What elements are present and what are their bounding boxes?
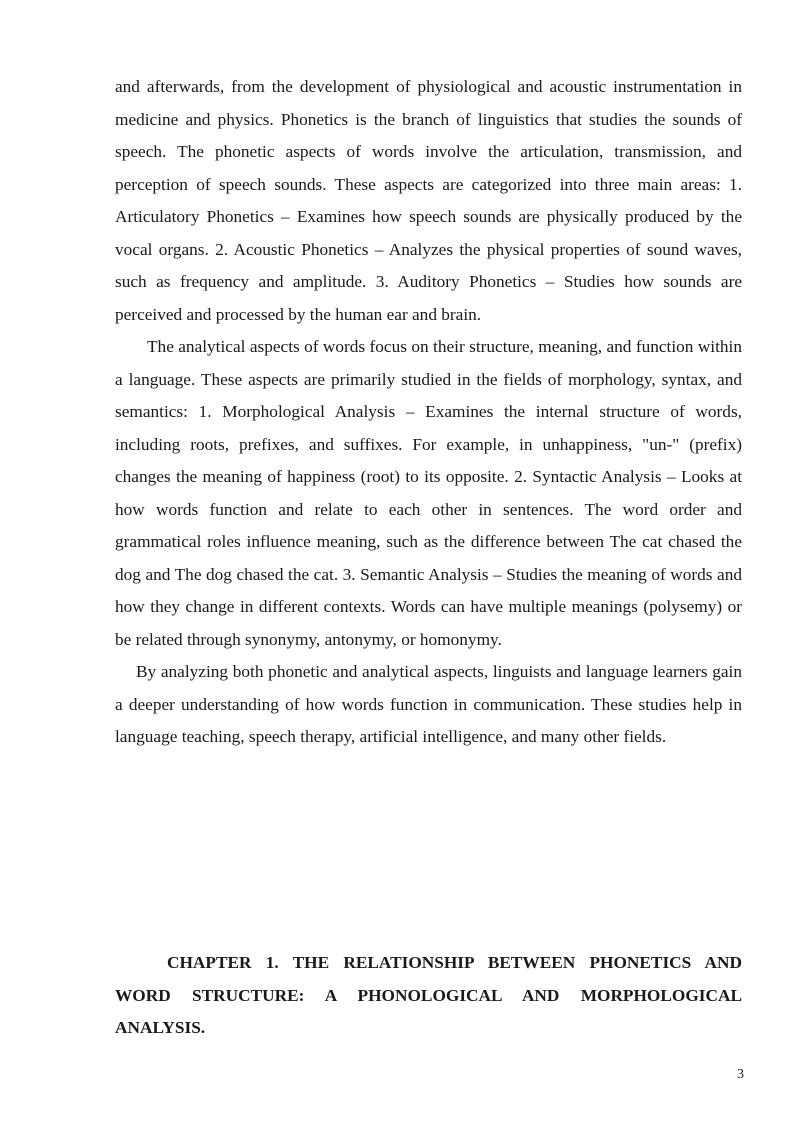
paragraph-conclusion: By analyzing both phonetic and analytical aspects, linguists and language learners gain a deeper understanding of how words function in communication. These studies help in language teaching, speech therapy, artificial intelligence, and many other fields.	[115, 662, 742, 746]
paragraph-analytical-aspects: The analytical aspects of words focus on their structure, meaning, and function within a language. These aspects are primarily studied in the fields of morphology, syntax, and semantics: 1. Morphological Analysis – Examines the internal structure of words, including roots, prefixes, and suffixes. For example, in unhappiness, "un-" (prefix) changes the meaning of happiness (root) to its opposite. 2. Syntactic Analysis – Looks at how words function and relate to each other in sentences. The word order and grammatical roles influence meaning, such as the difference between The cat chased the dog and The dog chased the cat. 3. Semantic Analysis – Studies the meaning of words and how they change in different contexts. Words can have multiple meanings (polysemy) or be related through synonymy, antonymy, or homonymy.	[115, 337, 742, 649]
page-number: 3	[737, 1067, 744, 1082]
paragraph-phonetics: and afterwards, from the development of physiological and acoustic instrumentation in medicine and physics. Phonetics is the branch of linguistics that studies the sounds of speech. The phonetic aspects of words involve the articulation, transmission, and perception of speech sounds. These aspects are categorized into three main areas: 1. Articulatory Phonetics – Examines how speech sounds are physically produced by the vocal organs. 2. Acoustic Phonetics – Analyzes the physical properties of sound waves, such as frequency and amplitude. 3. Auditory Phonetics – Studies how sounds are perceived and processed by the human ear and brain.	[115, 77, 742, 324]
chapter-heading: CHAPTER 1. THE RELATIONSHIP BETWEEN PHONETICS AND WORD STRUCTURE: A PHONOLOGICAL AND MORPHOLOGICAL ANALYSIS.	[115, 953, 742, 1037]
document-body	[115, 71, 742, 754]
